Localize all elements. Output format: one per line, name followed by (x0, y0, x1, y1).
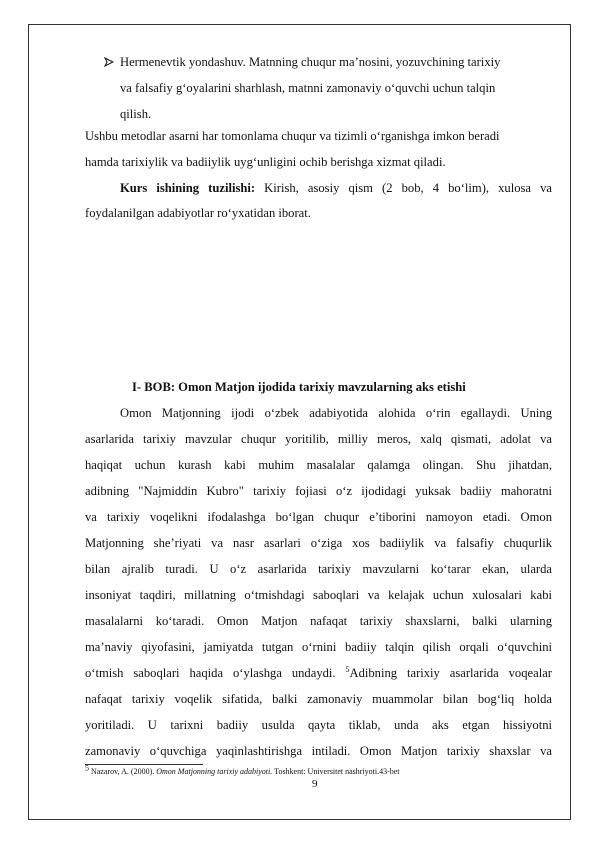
intro-line-2: hamda tarixiylik va badiiylik uyg‘unligini ochib berishga xizmat qiladi. (85, 155, 446, 169)
body-line-1: Omon Matjonning ijodi o‘zbek adabiyotida alohida o‘rin egallaydi. Uning (120, 406, 552, 420)
bullet-line-1: Hermenevtik yondashuv. Matnning chuqur ma’nosini, yozuvchining tarixiy (120, 55, 501, 69)
structure-text: Kirish, asosiy qism (2 bob, 4 bo‘lim), xulosa va (264, 181, 552, 195)
body-line-4: adibning "Najmiddin Kubro" tarixiy fojiasi o‘z ijodidagi yuksak badiiy mahoratni (85, 484, 552, 498)
footnote (85, 763, 400, 777)
body-line-8: insoniyat taqdiri, millatning o‘tmishdagi saboqlari va kelajak uchun xulosalari kabi (85, 588, 552, 602)
body-line-3: haqiqat uchun kurash kabi muhim masalalar qalamga olingan. Shu jihatdan, (85, 458, 552, 472)
chapter-title: I- BOB: Omon Matjon ijodida tarixiy mavzularning aks etishi (132, 380, 466, 394)
body-line-13: yoritiladi. U tarixni badiiy usulda qayta tiklab, unda aks etgan hissiyotni (85, 718, 552, 732)
body-line-11-post: Adibning tarixiy asarlarida voqealar (349, 666, 552, 680)
footnote-separator (85, 764, 203, 765)
body-line-2: asarlarida tarixiy mavzular chuqur yoritilib, milliy meros, xalq qismati, adolat va (85, 432, 552, 446)
body-line-10: ma’naviy qiyofasini, jamiyatda tutgan o‘rnini badiiy talqin qilish orqali o‘quvchini (85, 640, 552, 654)
intro-line-1: Ushbu metodlar asarni har tomonlama chuqur va tizimli o‘rganishga imkon beradi (85, 129, 500, 143)
body-line-5: va tarixiy voqelikni ifodalashga bo‘lgan chuqur e’tiborini namoyon etadi. Omon (85, 510, 552, 524)
arrow-bullet-icon (104, 57, 114, 67)
footnote-publisher: Toshkent: Universitet nashriyoti.43-bet (274, 767, 400, 776)
body-line-11 (85, 665, 552, 681)
bullet-line-3: qilish. (120, 107, 152, 121)
footnote-reference[interactable]: 5 (345, 664, 350, 674)
structure-label: Kurs ishining tuzilishi: (120, 181, 256, 195)
structure-line-1 (120, 180, 552, 196)
body-line-11-pre: o‘tmish saboqlari haqida o‘ylashga undaydi. (85, 666, 336, 680)
structure-line-2: foydalanilgan adabiyotlar ro‘yxatidan iborat. (85, 206, 311, 220)
body-line-9: masalalarni ko‘taradi. Omon Matjon nafaqat tarixiy shaxslarni, balki ularning (85, 614, 552, 628)
footnote-mark: 5 (85, 763, 89, 773)
body-line-6: Matjonning she’riyati va nasr asarlari o‘ziga xos badiiylik va falsafiy chuqurlik (85, 536, 552, 550)
body-line-14: zamonaviy o‘quvchiga yaqinlashtirishga intiladi. Omon Matjon tarixiy shaxslar va (85, 744, 552, 758)
page-number: 9 (312, 778, 318, 790)
footnote-title: Omon Matjonning tarixiy adabiyoti. (156, 767, 273, 776)
footnote-author: Nazarov, A. (2000). (91, 767, 155, 776)
body-line-7: bilan ajralib turadi. U o‘z asarlarida tarixiy mavzularni ko‘tarar ekan, ularda (85, 562, 552, 576)
bullet-line-2: va falsafiy g‘oyalarini sharhlash, matnni zamonaviy o‘quvchi uchun talqin (120, 81, 496, 95)
body-line-12: nafaqat tarixiy voqelik sifatida, balki zamonaviy muammolar bilan bog‘liq holda (85, 692, 552, 706)
